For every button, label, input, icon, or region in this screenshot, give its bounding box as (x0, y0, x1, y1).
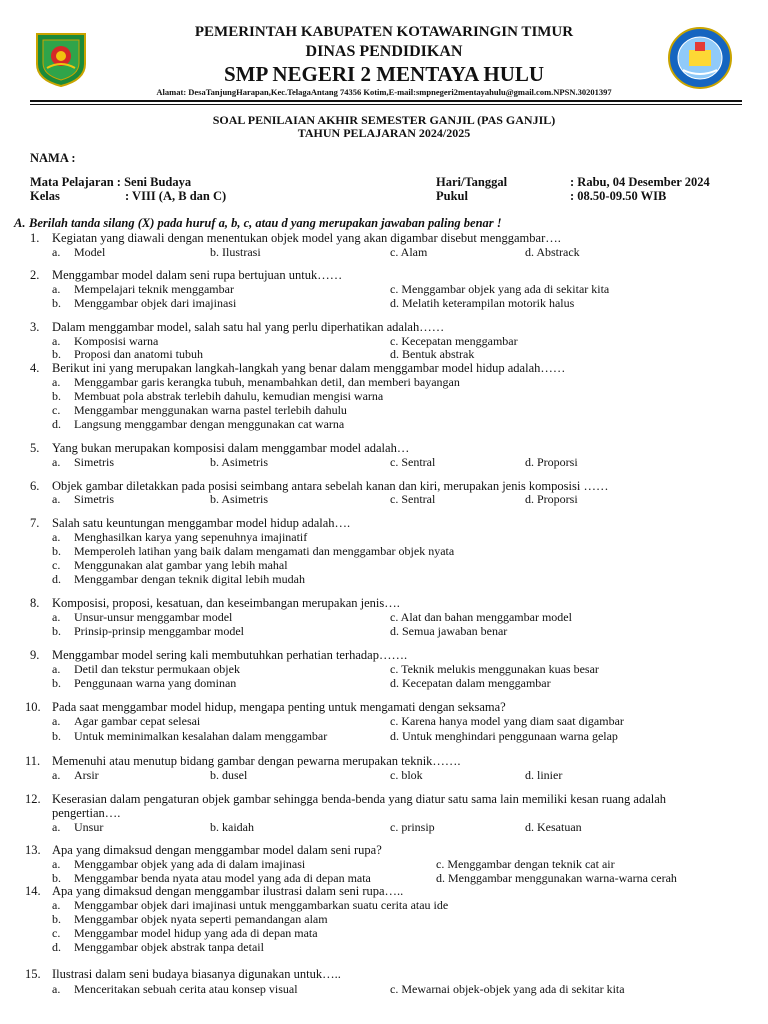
question-text: Menggambar model sering kali membutuhkan perhatian terhadap……. (52, 648, 408, 662)
option-b: b. Asimetris (210, 492, 269, 506)
option-letter: a. (52, 982, 61, 996)
header-government: PEMERINTAH KABUPATEN KOTAWARINGIN TIMUR (194, 24, 574, 40)
question-number: 15. (25, 967, 41, 981)
option-d: d. linier (525, 768, 563, 782)
option-b: Untuk meminimalkan kesalahan dalam menggambar (74, 729, 328, 743)
option-d: d. Proporsi (525, 492, 578, 506)
option-a: Menghasilkan karya yang sepenuhnya imajinatif (74, 530, 308, 544)
option-letter: a. (52, 898, 61, 912)
option-letter: b. (52, 624, 61, 638)
option-a: Menceritakan sebuah cerita atau konsep visual (74, 982, 298, 996)
option-c: c. Mewarnai objek-objek yang ada di sekitar kita (390, 982, 625, 996)
option-letter: b. (52, 347, 61, 361)
option-b: b. Asimetris (210, 455, 269, 469)
option-b: Menggambar objek dari imajinasi (74, 296, 237, 310)
option-b: b. kaidah (210, 820, 254, 834)
question-number: 10. (25, 700, 41, 714)
option-letter: a. (52, 492, 61, 506)
option-letter: d. (52, 417, 61, 431)
option-d: d. Melatih keterampilan motorik halus (390, 296, 575, 310)
header-divider-thin (30, 104, 742, 105)
question-number: 11. (25, 754, 41, 768)
option-c: c. Alam (390, 245, 428, 259)
question-text: Apa yang dimaksud dengan menggambar ilustrasi dalam seni rupa….. (52, 884, 404, 898)
option-d: d. Menggambar menggunakan warna-warna cerah (436, 871, 677, 885)
option-a: Simetris (74, 492, 115, 506)
exam-title: SOAL PENILAIAN AKHIR SEMESTER GANJIL (PAS GANJIL) (212, 113, 556, 127)
class-value: : VIII (A, B dan C) (125, 189, 227, 203)
question-text: Yang bukan merupakan komposisi dalam menggambar model adalah… (52, 441, 410, 455)
header-divider (30, 100, 742, 102)
option-b: Membuat pola abstrak terlebih dahulu, kemudian mengisi warna (74, 389, 384, 403)
option-b: b. Ilustrasi (210, 245, 261, 259)
question-number: 1. (30, 231, 40, 245)
question-number: 3. (30, 320, 40, 334)
option-b: Prinsip-prinsip menggambar model (74, 624, 244, 638)
question-text: Salah satu keuntungan menggambar model hidup adalah…. (52, 516, 351, 530)
header-school: SMP NEGERI 2 MENTAYA HULU (223, 62, 545, 86)
option-letter: a. (52, 245, 61, 259)
option-c: c. prinsip (390, 820, 435, 834)
question-number: 13. (25, 843, 41, 857)
option-letter: a. (52, 530, 61, 544)
option-letter: b. (52, 676, 61, 690)
option-letter: a. (52, 455, 61, 469)
option-letter: c. (52, 558, 61, 572)
option-d: d. Proporsi (525, 455, 578, 469)
question-number: 4. (30, 361, 40, 375)
option-letter: b. (52, 296, 61, 310)
option-b: Menggambar objek nyata seperti pemandangan alam (74, 912, 328, 926)
option-c: c. Kecepatan menggambar (390, 334, 518, 348)
option-letter: d. (52, 572, 61, 586)
option-letter: b. (52, 871, 61, 885)
question-number: 7. (30, 516, 40, 530)
option-d: Menggambar objek abstrak tanpa detail (74, 940, 264, 954)
question-number: 12. (25, 792, 41, 806)
option-a: Simetris (74, 455, 115, 469)
option-a: Unsur (74, 820, 104, 834)
option-b: b. dusel (210, 768, 248, 782)
question-text: Kegiatan yang diawali dengan menentukan objek model yang akan digambar disebut menggambar…. (52, 231, 561, 245)
question-number: 6. (30, 479, 40, 493)
header-address: Alamat: DesaTanjungHarapan,Kec.TelagaAntang 74356 Kotim,E-mail:smpnegeri2mentayahulu@gmail.com.NPSN.30201397 (156, 87, 612, 97)
option-d: Langsung menggambar dengan menggunakan cat warna (74, 417, 345, 431)
option-d: d. Semua jawaban benar (390, 624, 508, 638)
section-letter: A. (14, 216, 26, 230)
question-text: Objek gambar diletakkan pada posisi seimbang antara sebelah kanan dan kiri, merupakan jenis komposisi …… (52, 479, 609, 493)
option-a: Arsir (74, 768, 99, 782)
header-department: DINAS PENDIDIKAN (305, 43, 463, 60)
option-a: Menggambar objek yang ada di dalam imajinasi (74, 857, 306, 871)
option-d: d. Untuk menghindari penggunaan warna gelap (390, 729, 618, 743)
exam-year: TAHUN PELAJARAN 2024/2025 (297, 126, 471, 140)
option-c: Menggambar menggunakan warna pastel terlebih dahulu (74, 403, 347, 417)
option-a: Menggambar objek dari imajinasi untuk menggambarkan suatu cerita atau ide (74, 898, 449, 912)
option-d: d. Kesatuan (525, 820, 582, 834)
option-letter: b. (52, 544, 61, 558)
option-a: Agar gambar cepat selesai (74, 714, 201, 728)
option-a: Komposisi warna (74, 334, 159, 348)
option-c: c. Alat dan bahan menggambar model (390, 610, 572, 624)
option-d: Menggambar dengan teknik digital lebih mudah (74, 572, 305, 586)
question-number: 14. (25, 884, 41, 898)
question-text: Memenuhi atau menutup bidang gambar dengan pewarna merupakan teknik……. (52, 754, 461, 768)
question-number: 2. (30, 268, 40, 282)
option-letter: c. (52, 403, 61, 417)
question-text: Menggambar model dalam seni rupa bertujuan untuk…… (52, 268, 343, 282)
option-letter: b. (52, 912, 61, 926)
question-text: Berikut ini yang merupakan langkah-langkah yang benar dalam menggambar model hidup adalah…… (52, 361, 566, 375)
option-letter: b. (52, 729, 61, 743)
question-text: Keserasian dalam pengaturan objek gambar sehingga benda-benda yang diatur satu sama lain memiliki kesan ruang adalah (52, 792, 667, 806)
option-letter: a. (52, 820, 61, 834)
time-label: Pukul (436, 189, 468, 203)
option-c: c. Teknik melukis menggunakan kuas besar (390, 662, 599, 676)
option-b: Proposi dan anatomi tubuh (74, 347, 203, 361)
option-c: c. Sentral (390, 455, 436, 469)
option-a: Menggambar garis kerangka tubuh, menambahkan detil, dan memberi bayangan (74, 375, 460, 389)
time-value: : 08.50-09.50 WIB (570, 189, 667, 203)
option-c: c. Menggambar dengan teknik cat air (436, 857, 615, 871)
section-instruction: Berilah tanda silang (X) pada huruf a, b, c, atau d yang merupakan jawaban paling benar ! (29, 216, 502, 230)
option-a: Detil dan tekstur permukaan objek (74, 662, 240, 676)
option-letter: a. (52, 610, 61, 624)
option-b: Penggunaan warna yang dominan (74, 676, 237, 690)
question-number: 5. (30, 441, 40, 455)
day-date-label: Hari/Tanggal (436, 175, 508, 189)
option-letter: a. (52, 375, 61, 389)
student-name-field: NAMA : (30, 151, 76, 165)
option-a: Unsur-unsur menggambar model (74, 610, 233, 624)
option-letter: a. (52, 334, 61, 348)
option-b: Memperoleh latihan yang baik dalam mengamati dan menggambar objek nyata (74, 544, 455, 558)
option-c: c. Menggambar objek yang ada di sekitar kita (390, 282, 610, 296)
question-number: 9. (30, 648, 40, 662)
question-text: Apa yang dimaksud dengan menggambar model dalam seni rupa? (52, 843, 382, 857)
option-c: c. Sentral (390, 492, 436, 506)
option-c: c. blok (390, 768, 423, 782)
option-c: c. Karena hanya model yang diam saat digambar (390, 714, 624, 728)
day-date-value: : Rabu, 04 Desember 2024 (570, 175, 710, 189)
option-letter: a. (52, 857, 61, 871)
option-letter: d. (52, 940, 61, 954)
option-letter: a. (52, 768, 61, 782)
option-letter: c. (52, 926, 61, 940)
option-c: Menggunakan alat gambar yang lebih mahal (74, 558, 288, 572)
question-text: Dalam menggambar model, salah satu hal yang perlu diperhatikan adalah…… (52, 320, 445, 334)
option-b: Menggambar benda nyata atau model yang ada di depan mata (74, 871, 371, 885)
question-number: 8. (30, 596, 40, 610)
option-a: Mempelajari teknik menggambar (74, 282, 234, 296)
option-letter: a. (52, 714, 61, 728)
option-letter: a. (52, 662, 61, 676)
option-letter: b. (52, 389, 61, 403)
option-d: d. Abstrack (525, 245, 580, 259)
question-text: Ilustrasi dalam seni budaya biasanya digunakan untuk….. (52, 967, 341, 981)
option-letter: a. (52, 282, 61, 296)
class-label: Kelas (30, 189, 60, 203)
question-text: Pada saat menggambar model hidup, mengapa penting untuk mengamati dengan seksama? (52, 700, 506, 714)
question-text-cont: pengertian…. (52, 806, 121, 820)
option-c: Menggambar model hidup yang ada di depan mata (74, 926, 318, 940)
option-a: Model (74, 245, 106, 259)
option-d: d. Bentuk abstrak (390, 347, 475, 361)
question-text: Komposisi, proposi, kesatuan, dan keseimbangan merupakan jenis…. (52, 596, 400, 610)
subject-label: Mata Pelajaran : Seni Budaya (30, 175, 192, 189)
option-d: d. Kecepatan dalam menggambar (390, 676, 551, 690)
